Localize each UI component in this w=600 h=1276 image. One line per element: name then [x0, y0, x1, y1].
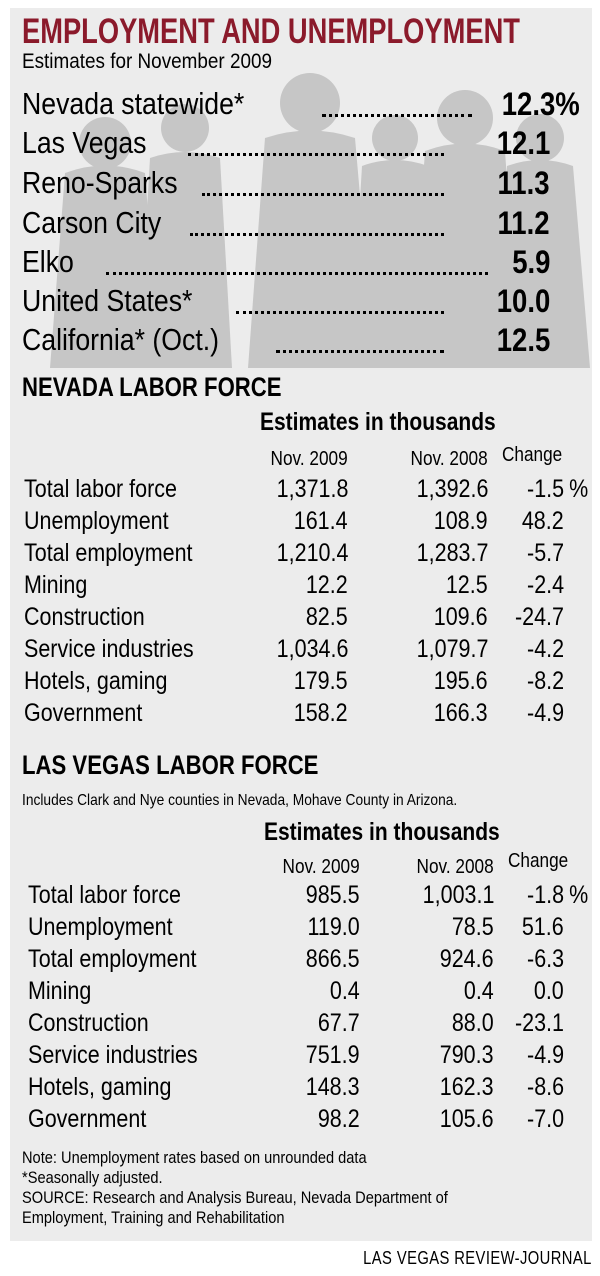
- rate-label: Carson City: [22, 205, 162, 240]
- lasvegas-col-2008: Nov. 2008: [416, 856, 494, 878]
- nevada-col-2009: Nov. 2009: [270, 448, 348, 470]
- percent-sign: %: [568, 475, 588, 503]
- table-row: [10, 881, 592, 912]
- lasvegas-estimates-heading: Estimates in thousands: [264, 818, 500, 846]
- rate-value: 11.2: [497, 205, 550, 241]
- rate-row: [10, 205, 592, 243]
- value-change: -4.9: [526, 699, 564, 727]
- nevada-section-title: NEVADA LABOR FORCE: [22, 372, 282, 402]
- value-change: -4.9: [526, 1041, 564, 1069]
- leader-dots: [322, 114, 472, 117]
- leader-dots: [202, 193, 444, 196]
- row-label: Government: [28, 1105, 147, 1133]
- value-2009: 0.4: [330, 977, 360, 1005]
- nevada-estimates-heading: Estimates in thousands: [260, 408, 496, 436]
- table-row: [10, 1073, 592, 1104]
- value-change: -4.2: [526, 635, 564, 663]
- table-row: [10, 1105, 592, 1136]
- footnote-unrounded: Note: Unemployment rates based on unrounded data: [22, 1148, 367, 1167]
- row-label: Total labor force: [28, 881, 181, 909]
- value-2009: 67.7: [318, 1009, 360, 1037]
- value-change: -1.8: [526, 881, 564, 909]
- percent-sign: %: [568, 881, 588, 909]
- value-2009: 751.9: [306, 1041, 360, 1069]
- leader-dots: [190, 233, 444, 236]
- value-2008: 924.6: [440, 945, 494, 973]
- row-label: Mining: [28, 977, 92, 1005]
- row-label: Service industries: [24, 635, 194, 663]
- value-2008: 195.6: [434, 667, 488, 695]
- leader-dots: [106, 272, 488, 275]
- table-row: [10, 507, 592, 538]
- value-2008: 12.5: [446, 571, 488, 599]
- lasvegas-section-title: LAS VEGAS LABOR FORCE: [22, 750, 319, 780]
- value-change: 48.2: [522, 507, 564, 535]
- leader-dots: [236, 311, 444, 314]
- value-2009: 158.2: [294, 699, 348, 727]
- table-row: [10, 571, 592, 602]
- value-change: -7.0: [526, 1105, 564, 1133]
- table-row: [10, 603, 592, 634]
- value-change: -5.7: [526, 539, 564, 567]
- rate-value: 10.0: [496, 283, 550, 319]
- row-label: Hotels, gaming: [28, 1073, 172, 1101]
- rate-row: [10, 244, 592, 282]
- value-2009: 82.5: [306, 603, 348, 631]
- value-change: -24.7: [514, 603, 564, 631]
- rate-row: [10, 125, 592, 163]
- value-2008: 1,079.7: [416, 635, 488, 663]
- table-row: [10, 1009, 592, 1040]
- nevada-col-change: Change: [502, 444, 563, 466]
- row-label: Total labor force: [24, 475, 177, 503]
- leader-dots: [188, 153, 444, 156]
- row-label: Total employment: [28, 945, 197, 973]
- table-row: [10, 667, 592, 698]
- source-line-1: SOURCE: Research and Analysis Bureau, Nevada Department of: [22, 1188, 448, 1207]
- rate-row: [10, 283, 592, 321]
- rate-value: 5.9: [511, 244, 550, 280]
- row-label: Unemployment: [24, 507, 169, 535]
- value-2008: 0.4: [464, 977, 494, 1005]
- row-label: Construction: [28, 1009, 149, 1037]
- row-label: Hotels, gaming: [24, 667, 168, 695]
- value-change: -8.6: [526, 1073, 564, 1101]
- value-2009: 12.2: [306, 571, 348, 599]
- lasvegas-col-change: Change: [508, 850, 569, 872]
- value-2009: 98.2: [318, 1105, 360, 1133]
- nevada-col-2008: Nov. 2008: [410, 448, 488, 470]
- rate-row: [10, 322, 592, 360]
- source-line-2: Employment, Training and Rehabilitation: [22, 1208, 285, 1227]
- value-2009: 161.4: [294, 507, 348, 535]
- rate-label: United States*: [22, 283, 193, 318]
- table-row: [10, 945, 592, 976]
- value-2008: 88.0: [452, 1009, 494, 1037]
- leader-dots: [276, 350, 444, 353]
- value-change: -23.1: [514, 1009, 564, 1037]
- value-2009: 985.5: [306, 881, 360, 909]
- value-2008: 108.9: [434, 507, 488, 535]
- rate-label: Reno-Sparks: [22, 165, 178, 200]
- lasvegas-coverage-note: Includes Clark and Nye counties in Nevada, Mohave County in Arizona.: [22, 792, 458, 809]
- value-2009: 1,034.6: [276, 635, 348, 663]
- footnote-seasonal: *Seasonally adjusted.: [22, 1168, 163, 1187]
- table-row: [10, 539, 592, 570]
- table-row: [10, 913, 592, 944]
- value-2008: 790.3: [440, 1041, 494, 1069]
- rate-label: Elko: [22, 244, 74, 279]
- value-2008: 78.5: [452, 913, 494, 941]
- row-label: Unemployment: [28, 913, 173, 941]
- value-2009: 1,210.4: [276, 539, 348, 567]
- value-change: -6.3: [526, 945, 564, 973]
- table-row: [10, 1041, 592, 1072]
- rate-value: 12.5: [496, 322, 550, 358]
- table-row: [10, 635, 592, 666]
- value-change: 51.6: [522, 913, 564, 941]
- value-2008: 1,003.1: [422, 881, 494, 909]
- rate-row: [10, 86, 592, 124]
- main-title: EMPLOYMENT AND UNEMPLOYMENT: [22, 12, 520, 51]
- publication-credit: LAS VEGAS REVIEW-JOURNAL: [363, 1248, 592, 1268]
- value-change: -1.5: [526, 475, 564, 503]
- value-2008: 162.3: [440, 1073, 494, 1101]
- rate-row: [10, 165, 592, 203]
- row-label: Mining: [24, 571, 88, 599]
- value-2008: 105.6: [440, 1105, 494, 1133]
- rate-value: 11.3: [497, 165, 550, 201]
- rate-label: Nevada statewide*: [22, 86, 245, 121]
- row-label: Service industries: [28, 1041, 198, 1069]
- row-label: Government: [24, 699, 143, 727]
- value-2009: 119.0: [307, 913, 360, 941]
- value-change: -2.4: [526, 571, 564, 599]
- value-change: -8.2: [526, 667, 564, 695]
- value-change: 0.0: [534, 977, 564, 1005]
- value-2008: 1,283.7: [416, 539, 488, 567]
- subtitle: Estimates for November 2009: [22, 50, 273, 73]
- table-row: [10, 977, 592, 1008]
- rate-value: 12.3%: [501, 86, 580, 122]
- value-2008: 1,392.6: [416, 475, 488, 503]
- row-label: Total employment: [24, 539, 193, 567]
- rate-label: California* (Oct.): [22, 322, 220, 357]
- lasvegas-col-2009: Nov. 2009: [282, 856, 360, 878]
- table-row: [10, 475, 592, 506]
- value-2009: 179.5: [294, 667, 348, 695]
- value-2008: 109.6: [434, 603, 488, 631]
- graphic-panel: [10, 8, 592, 1241]
- value-2009: 148.3: [306, 1073, 360, 1101]
- row-label: Construction: [24, 603, 145, 631]
- value-2009: 1,371.8: [276, 475, 348, 503]
- value-2008: 166.3: [434, 699, 488, 727]
- table-row: [10, 699, 592, 730]
- value-2009: 866.5: [306, 945, 360, 973]
- rate-label: Las Vegas: [22, 125, 147, 160]
- rate-value: 12.1: [496, 125, 550, 161]
